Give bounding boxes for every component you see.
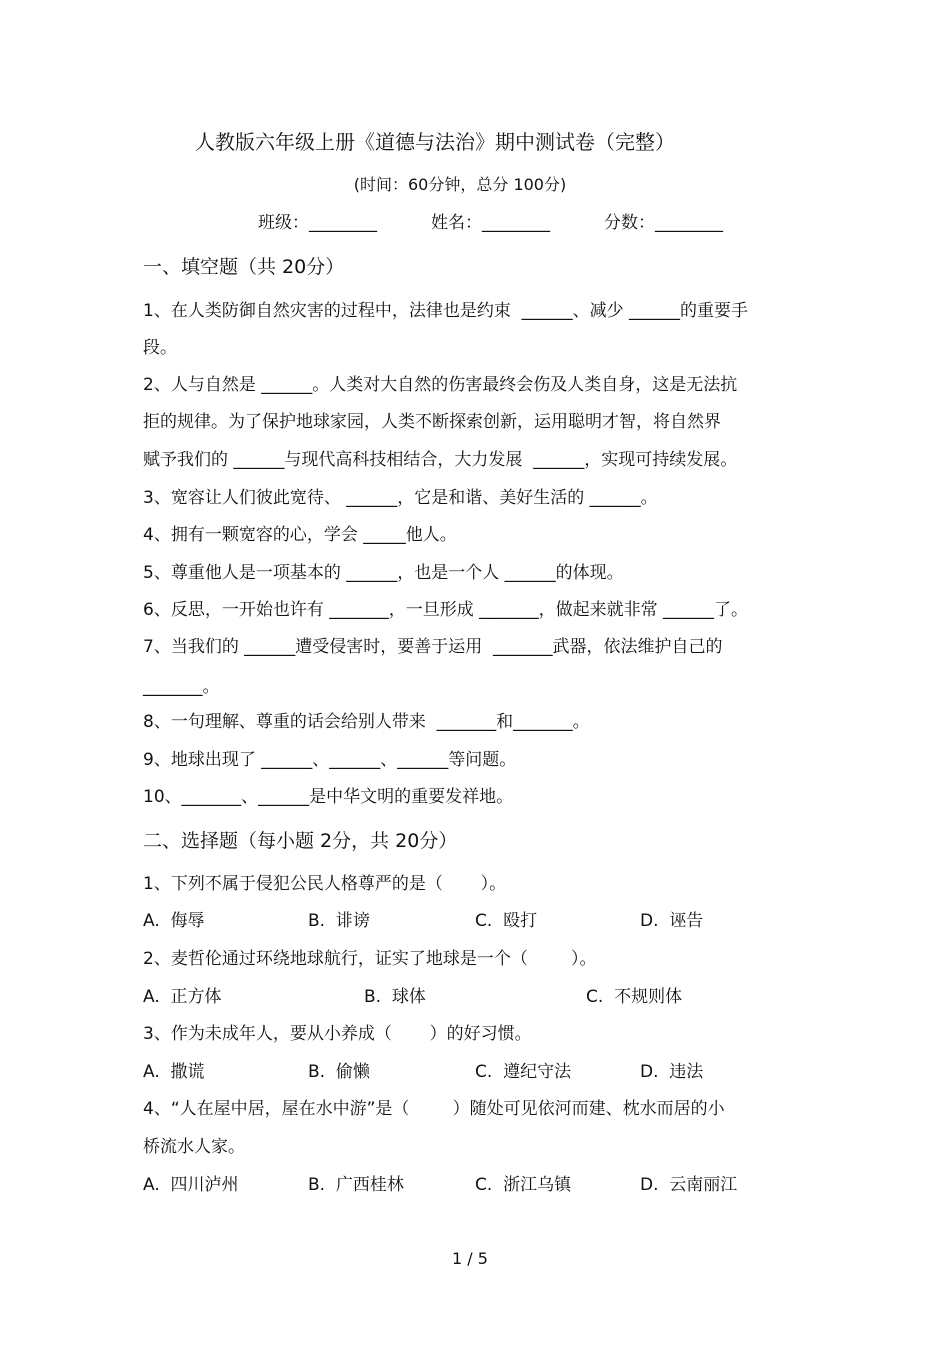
section1-line: 4、拥有一颗宽容的心，学会 _____他人。 [143, 525, 457, 545]
section1-heading: 一、填空题（共 20分） [143, 256, 345, 278]
name-field: 姓名：________ [431, 213, 550, 233]
question-4-stem: 4、“人在屋中居，屋在水中游”是（ ）随处可见依河而建、枕水而居的小 [143, 1099, 725, 1119]
page-number: 1 / 5 [452, 1249, 488, 1268]
question-4-stem-continued: 桥流水人家。 [143, 1137, 245, 1157]
section1-line: 6、反思，一开始也许有 _______，一旦形成 _______，做起来就非常 ______了。 [143, 600, 749, 620]
q3-option-a: A. 撒谎 [143, 1062, 205, 1082]
section1-line: 8、一句理解、尊重的话会给别人带来 _______和_______。 [143, 712, 590, 732]
question-1-stem: 1、下列不属于侵犯公民人格尊严的是（ ）。 [143, 874, 507, 894]
question-2-stem: 2、麦哲伦通过环绕地球航行，证实了地球是一个（ ）。 [143, 949, 597, 969]
section1-line: 7、当我们的 ______遭受侵害时，要善于运用 _______武器，依法维护自己的 [143, 637, 723, 657]
q3-option-c: C. 遵纪守法 [475, 1062, 572, 1082]
q1-option-c: C. 殴打 [475, 911, 538, 931]
section1-line: 段。 [143, 338, 177, 358]
q4-option-b: B. 广西桂林 [308, 1175, 404, 1195]
section1-line: 9、地球出现了 ______、______、______等问题。 [143, 750, 517, 770]
section1-line: _______。 [143, 677, 220, 697]
question-3-stem: 3、作为未成年人，要从小养成（ ）的好习惯。 [143, 1024, 532, 1044]
q4-option-c: C. 浙江乌镇 [475, 1175, 572, 1195]
section1-line: 10、_______、______是中华文明的重要发祥地。 [143, 787, 514, 807]
q3-option-d: D. 违法 [640, 1062, 704, 1082]
q1-option-b: B. 诽谤 [308, 911, 370, 931]
section1-line: 3、宽容让人们彼此宽待、 ______，它是和谐、美好生活的 ______。 [143, 488, 658, 508]
section1-line: 赋予我们的 ______与现代高科技相结合，大力发展 ______，实现可持续发展。 [143, 450, 738, 470]
section2-heading: 二、选择题（每小题 2分，共 20分） [143, 830, 458, 852]
q2-option-a: A. 正方体 [143, 987, 222, 1007]
section1-line: 5、尊重他人是一项基本的 ______，也是一个人 ______的体现。 [143, 563, 624, 583]
q2-option-b: B. 球体 [364, 987, 426, 1007]
q2-option-c: C. 不规则体 [586, 987, 683, 1007]
q3-option-b: B. 偷懒 [308, 1062, 370, 1082]
class-field: 班级：________ [258, 213, 377, 233]
section1-line: 2、人与自然是 ______。人类对大自然的伤害最终会伤及人类自身，这是无法抗 [143, 375, 738, 395]
q1-option-d: D. 诬告 [640, 911, 704, 931]
document-title: 人教版六年级上册《道德与法治》期中测试卷（完整） [195, 130, 675, 154]
score-field: 分数：________ [604, 213, 723, 233]
exam-time-note: (时间：60分钟，总分 100分) [353, 175, 567, 194]
q4-option-d: D. 云南丽江 [640, 1175, 738, 1195]
q4-option-a: A. 四川泸州 [143, 1175, 239, 1195]
section1-line: 1、在人类防御自然灾害的过程中，法律也是约束 ______、减少 ______的重要手 [143, 301, 749, 321]
section1-line: 拒的规律。为了保护地球家园，人类不断探索创新，运用聪明才智，将自然界 [143, 412, 721, 432]
q1-option-a: A. 侮辱 [143, 911, 205, 931]
